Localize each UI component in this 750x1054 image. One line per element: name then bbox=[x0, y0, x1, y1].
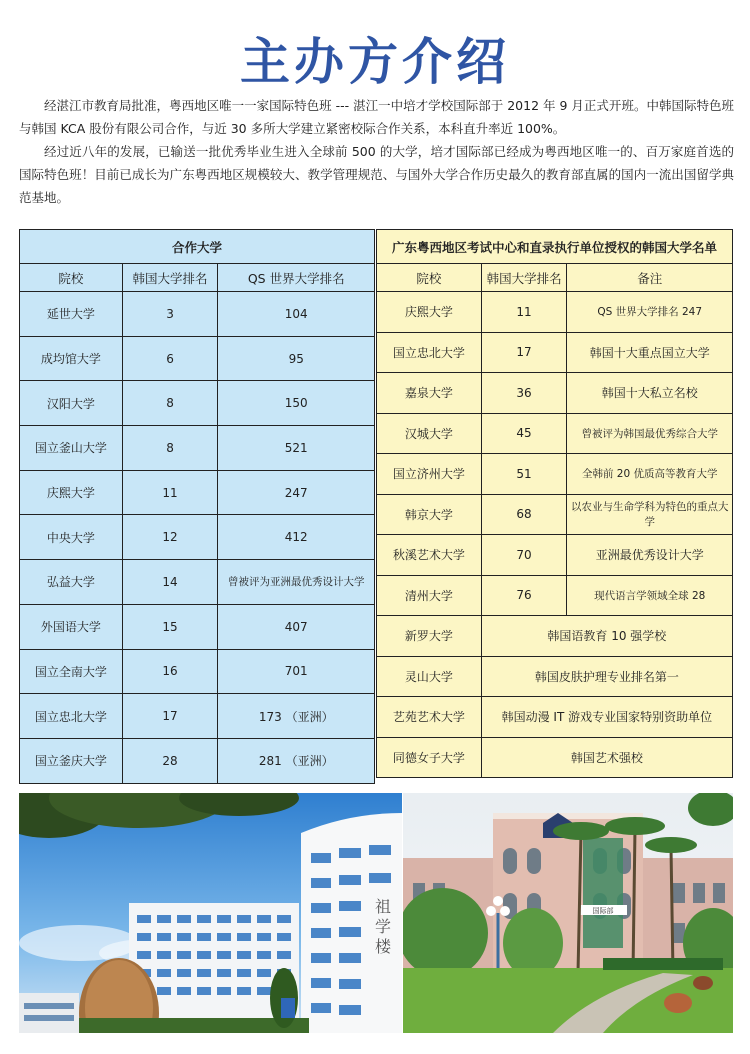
table-cell: 701 bbox=[218, 649, 375, 694]
column-header: 韩国大学排名 bbox=[481, 264, 567, 292]
table-row bbox=[377, 332, 733, 373]
table-cell: 247 bbox=[218, 470, 375, 515]
table-cell: 嘉泉大学 bbox=[377, 373, 482, 414]
table-cell: 16 bbox=[122, 649, 218, 694]
table-cell: 亚洲最优秀设计大学 bbox=[567, 535, 733, 576]
table-cell: 281 （亚洲） bbox=[218, 738, 375, 783]
table-cell: 70 bbox=[481, 535, 567, 576]
table-row bbox=[377, 494, 733, 535]
campus-garden-illustration bbox=[403, 793, 733, 1033]
column-header: QS 世界大学排名 bbox=[218, 264, 375, 292]
table-cell: 国立忠北大学 bbox=[20, 694, 123, 739]
column-header: 院校 bbox=[20, 264, 123, 292]
table-cell: 173 （亚洲） bbox=[218, 694, 375, 739]
authorized-universities-table bbox=[376, 229, 733, 778]
table-cell: 汉阳大学 bbox=[20, 381, 123, 426]
table-row bbox=[20, 604, 375, 649]
table-cell: 95 bbox=[218, 336, 375, 381]
table-cell: 延世大学 bbox=[20, 292, 123, 337]
table-cell: 8 bbox=[122, 426, 218, 471]
table-cell: 以农业与生命学科为特色的重点大学 bbox=[567, 494, 733, 535]
table-row bbox=[377, 535, 733, 576]
table-cell: 国立釜庆大学 bbox=[20, 738, 123, 783]
table-cell: 14 bbox=[122, 560, 218, 605]
column-header: 备注 bbox=[567, 264, 733, 292]
building-sign: 祖 学 楼 bbox=[372, 898, 390, 954]
table-cell: 国立釜山大学 bbox=[20, 426, 123, 471]
table-cell: 11 bbox=[481, 292, 567, 333]
table-cell: 68 bbox=[481, 494, 567, 535]
table-cell: 汉城大学 bbox=[377, 413, 482, 454]
table-row bbox=[20, 738, 375, 783]
table-cell: 同德女子大学 bbox=[377, 737, 482, 778]
table-cell: 庆熙大学 bbox=[20, 470, 123, 515]
table-cell: 3 bbox=[122, 292, 218, 337]
table-cell: 国立济州大学 bbox=[377, 454, 482, 495]
table-cell: 弘益大学 bbox=[20, 560, 123, 605]
left-table-title: 合作大学 bbox=[20, 230, 375, 264]
intro-paragraph-1: 经湛江市教育局批准，粤西地区唯一一家国际特色班 --- 湛江一中培才学校国际部于 2012 年 9 月正式开班。中韩国际特色班与韩国 KCA 股份有限公司合作，与近 30 多所大学建立紧密校际合作关系，本科直升率近 100%。 bbox=[19, 98, 734, 136]
table-cell: 韩国语教育 10 强学校 bbox=[481, 616, 732, 657]
intro-paragraph-2: 经过近八年的发展，已输送一批优秀毕业生进入全球前 500 的大学，培才国际部已经成为粤西地区唯一的、百万家庭首选的国际特色班！目前已成长为广东粤西地区规模较大、教学管理规范、与国外大学合作历史最久的教育部直属的国内一流出国留学典范基地。 bbox=[19, 144, 734, 205]
table-cell: 秋溪艺术大学 bbox=[377, 535, 482, 576]
table-cell: 国立忠北大学 bbox=[377, 332, 482, 373]
table-cell: 8 bbox=[122, 381, 218, 426]
table-row bbox=[20, 560, 375, 605]
table-row bbox=[377, 697, 733, 738]
table-cell: 51 bbox=[481, 454, 567, 495]
table-cell: 韩国艺术强校 bbox=[481, 737, 732, 778]
table-cell: 36 bbox=[481, 373, 567, 414]
table-cell: 灵山大学 bbox=[377, 656, 482, 697]
table-cell: 17 bbox=[122, 694, 218, 739]
table-cell: 104 bbox=[218, 292, 375, 337]
table-row bbox=[377, 413, 733, 454]
table-row bbox=[20, 381, 375, 426]
table-cell: 曾被评为韩国最优秀综合大学 bbox=[567, 413, 733, 454]
table-cell: 庆熙大学 bbox=[377, 292, 482, 333]
table-cell: 全韩前 20 优质高等教育大学 bbox=[567, 454, 733, 495]
table-cell: 成均馆大学 bbox=[20, 336, 123, 381]
campus-building-photo bbox=[19, 793, 402, 1033]
table-cell: 407 bbox=[218, 604, 375, 649]
table-cell: 新罗大学 bbox=[377, 616, 482, 657]
partner-universities-table bbox=[19, 229, 375, 784]
table-row bbox=[20, 470, 375, 515]
table-cell: 6 bbox=[122, 336, 218, 381]
table-cell: 412 bbox=[218, 515, 375, 560]
building-sign: 国际部 bbox=[592, 907, 614, 915]
table-cell: 韩京大学 bbox=[377, 494, 482, 535]
table-cell: QS 世界大学排名 247 bbox=[567, 292, 733, 333]
table-row bbox=[20, 336, 375, 381]
campus-garden-photo bbox=[403, 793, 733, 1033]
table-cell: 15 bbox=[122, 604, 218, 649]
table-cell: 45 bbox=[481, 413, 567, 454]
table-cell: 12 bbox=[122, 515, 218, 560]
table-cell: 现代语言学领域全球 28 bbox=[567, 575, 733, 616]
intro-text bbox=[19, 94, 734, 209]
column-header: 院校 bbox=[377, 264, 482, 292]
table-row bbox=[377, 454, 733, 495]
table-row bbox=[20, 426, 375, 471]
table-row bbox=[20, 694, 375, 739]
table-row bbox=[20, 649, 375, 694]
table-cell: 外国语大学 bbox=[20, 604, 123, 649]
right-table-title: 广东粤西地区考试中心和直录执行单位授权的韩国大学名单 bbox=[377, 230, 733, 264]
table-cell: 韩国十大私立名校 bbox=[567, 373, 733, 414]
table-row bbox=[377, 373, 733, 414]
table-cell: 76 bbox=[481, 575, 567, 616]
table-cell: 韩国皮肤护理专业排名第一 bbox=[481, 656, 732, 697]
table-cell: 17 bbox=[481, 332, 567, 373]
table-cell: 521 bbox=[218, 426, 375, 471]
campus-building-illustration bbox=[19, 793, 402, 1033]
table-row bbox=[377, 737, 733, 778]
table-row bbox=[377, 616, 733, 657]
table-cell: 韩国动漫 IT 游戏专业国家特别资助单位 bbox=[481, 697, 732, 738]
table-cell: 28 bbox=[122, 738, 218, 783]
page-title: 主办方介绍 bbox=[240, 33, 510, 91]
table-row bbox=[20, 292, 375, 337]
table-cell: 曾被评为亚洲最优秀设计大学 bbox=[218, 560, 375, 605]
table-cell: 清州大学 bbox=[377, 575, 482, 616]
column-header: 韩国大学排名 bbox=[122, 264, 218, 292]
table-cell: 11 bbox=[122, 470, 218, 515]
table-cell: 韩国十大重点国立大学 bbox=[567, 332, 733, 373]
table-row bbox=[377, 656, 733, 697]
table-cell: 艺苑艺术大学 bbox=[377, 697, 482, 738]
table-cell: 中央大学 bbox=[20, 515, 123, 560]
table-row bbox=[377, 575, 733, 616]
table-cell: 国立全南大学 bbox=[20, 649, 123, 694]
table-row bbox=[20, 515, 375, 560]
table-cell: 150 bbox=[218, 381, 375, 426]
table-row bbox=[377, 292, 733, 333]
